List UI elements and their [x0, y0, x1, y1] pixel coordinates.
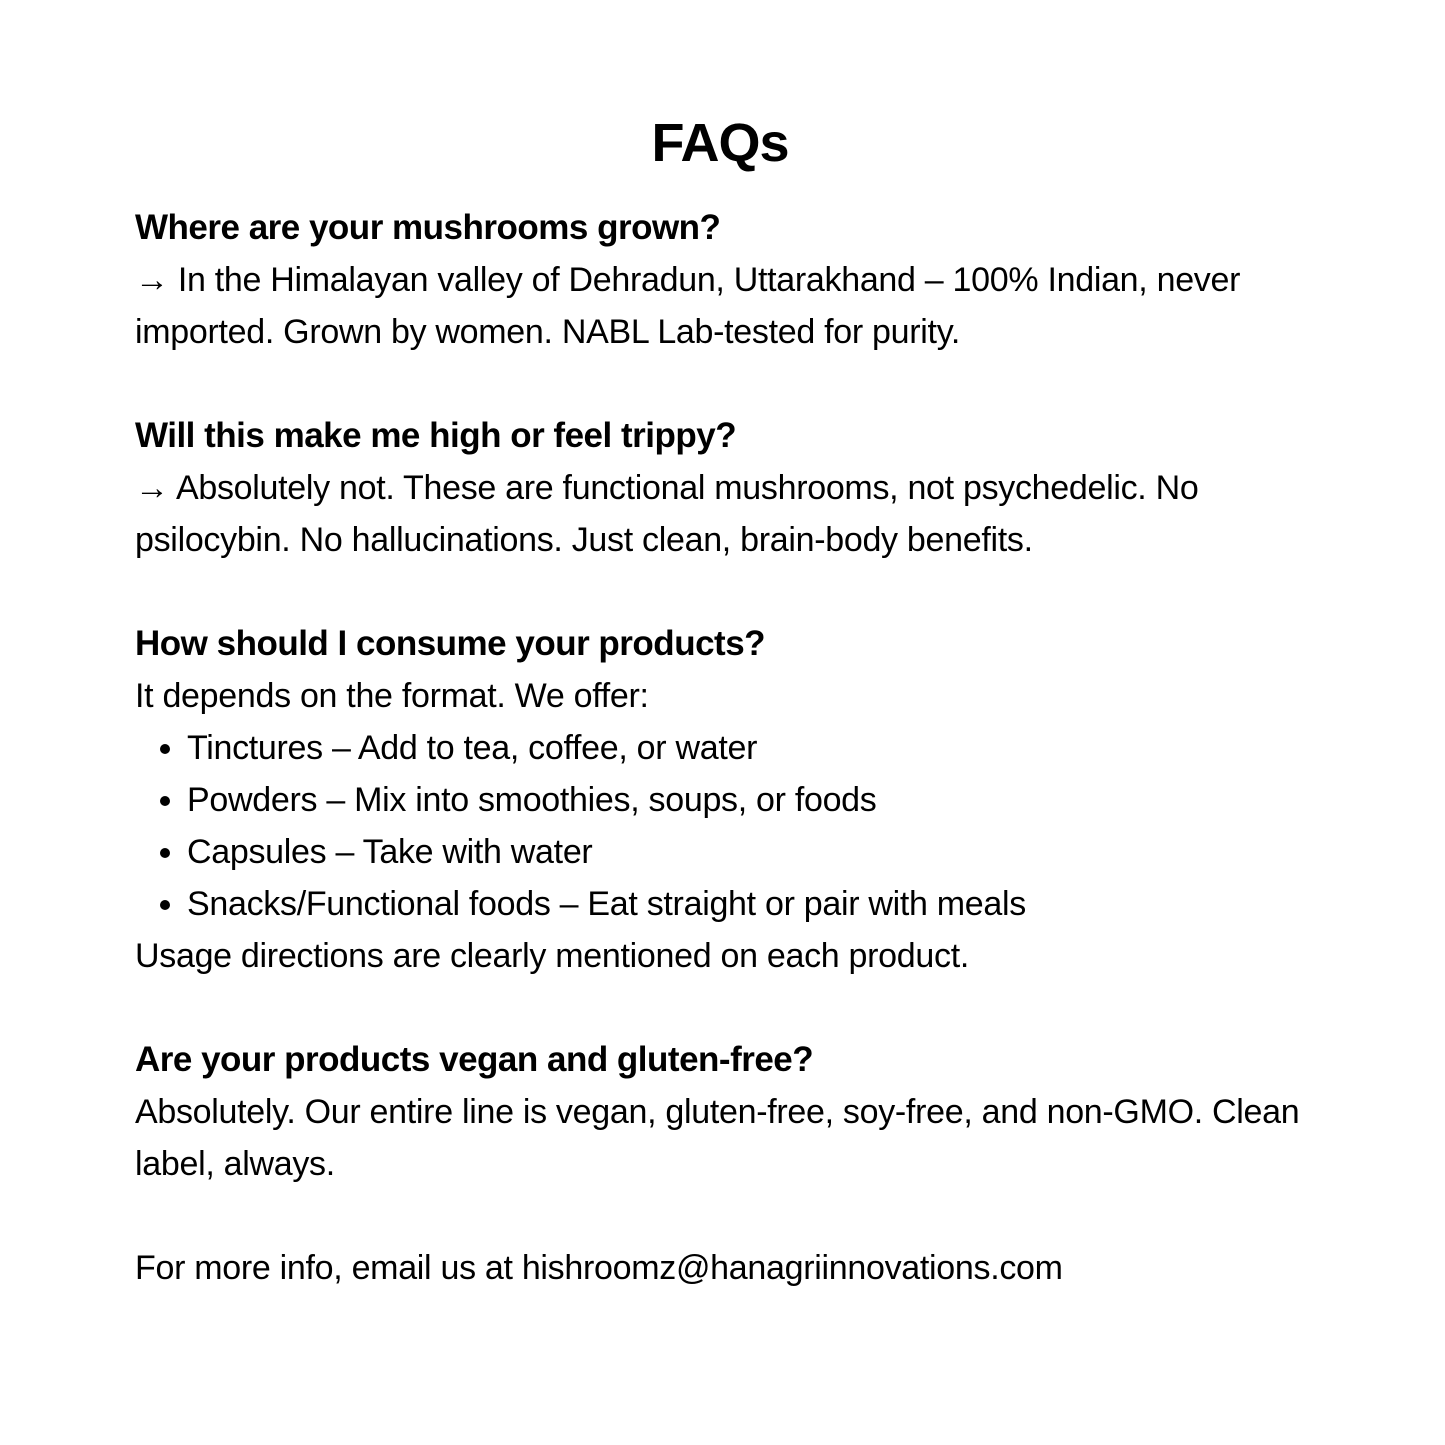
faq-question: Where are your mushrooms grown? — [135, 208, 721, 247]
faq-bullet-tinctures: • Tinctures – Add to tea, coffee, or water — [187, 722, 1305, 774]
faq-item-vegan-gluten-free — [135, 1034, 1305, 1190]
faq-answer-outro: Usage directions are clearly mentioned on each product. — [135, 937, 969, 975]
faq-bullet-list — [135, 722, 1305, 930]
faq-bullet-powders: • Powders – Mix into smoothies, soups, or foods — [187, 774, 1305, 826]
contact-line: For more info, email us at hishroomz@hanagriinnovations.com — [135, 1249, 1063, 1287]
faq-question: Are your products vegan and gluten-free? — [135, 1040, 814, 1079]
faq-answer: Absolutely. Our entire line is vegan, gluten-free, soy-free, and non-GMO. Clean label, always. — [135, 1093, 1300, 1183]
faq-question: How should I consume your products? — [135, 624, 766, 663]
faq-answer-intro: It depends on the format. We offer: — [135, 677, 649, 715]
faq-bullet-capsules: • Capsules – Take with water — [187, 826, 1305, 878]
faq-question: Will this make me high or feel trippy? — [135, 416, 737, 455]
faq-item-mushrooms-grown — [135, 202, 1305, 358]
faq-item-high-trippy — [135, 410, 1305, 566]
page-title: FAQs — [651, 113, 789, 173]
footer — [135, 1242, 1305, 1294]
faq-item-how-to-consume — [135, 618, 1305, 982]
faq-answer: → Absolutely not. These are functional mushrooms, not psychedelic. No psilocybin. No hallucinations. Just clean, brain-body benefits. — [135, 469, 1199, 559]
faq-bullet-snacks: • Snacks/Functional foods – Eat straight or pair with meals — [187, 878, 1305, 930]
faq-answer: → In the Himalayan valley of Dehradun, Uttarakhand – 100% Indian, never imported. Grown by women. NABL Lab-tested for purity. — [135, 261, 1241, 351]
